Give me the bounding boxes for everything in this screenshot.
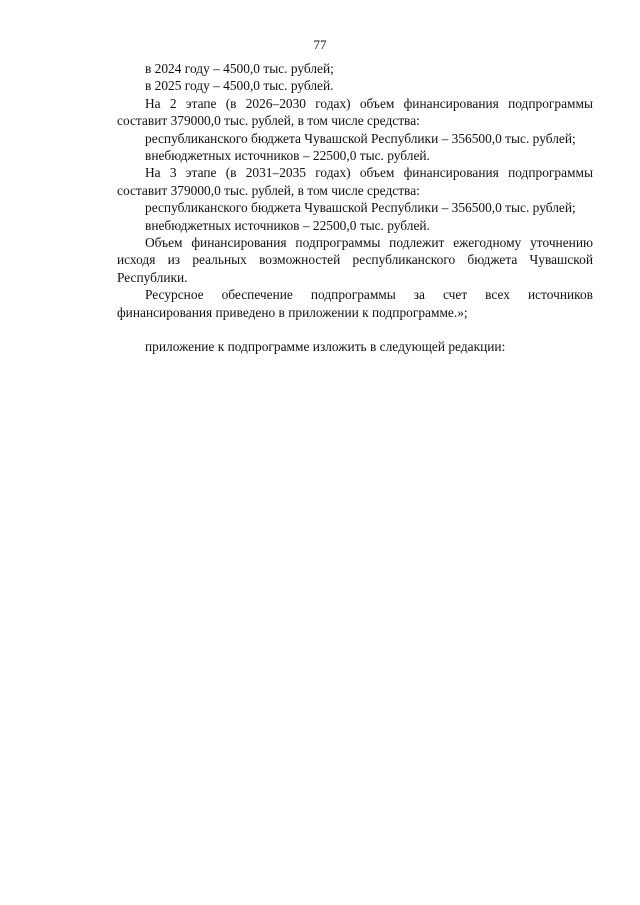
paragraph-stage-3: На 3 этапе (в 2031–2035 годах) объем финансирования подпрограммы составит 379000,0 тыс. рублей, в том числе средства:: [117, 165, 593, 198]
paragraph-stage-3-republic-budget: республиканского бюджета Чувашской Республики – 356500,0 тыс. рублей;: [145, 200, 576, 216]
paragraph-appendix-instruction: приложение к подпрограмме изложить в следующей редакции:: [145, 339, 506, 355]
paragraph-funding-2024: в 2024 году – 4500,0 тыс. рублей;: [145, 61, 334, 76]
paragraph-funding-2025: в 2025 году – 4500,0 тыс. рублей.: [145, 78, 334, 94]
paragraph-stage-3-extrabudgetary: внебюджетных источников – 22500,0 тыс. рублей.: [145, 217, 430, 233]
paragraph-resource-provision: Ресурсное обеспечение подпрограммы за счет всех источников финансирования приведено в приложении к подпрограмме.»;: [117, 287, 593, 320]
document-body: [117, 60, 593, 356]
paragraph-stage-2: На 2 этапе (в 2026–2030 годах) объем финансирования подпрограммы составит 379000,0 тыс. рублей, в том числе средства:: [117, 95, 593, 129]
paragraph-stage-2-republic-budget: республиканского бюджета Чувашской Республики – 356500,0 тыс. рублей;: [145, 130, 576, 146]
page-number: 77: [313, 37, 327, 52]
paragraph-annual-adjustment: Объем финансирования подпрограммы подлежит ежегодному уточнению исходя из реальных возможностей республиканского бюджета Чувашской Республики.: [117, 235, 593, 285]
paragraph-stage-2-extrabudgetary: внебюджетных источников – 22500,0 тыс. рублей.: [145, 148, 430, 164]
